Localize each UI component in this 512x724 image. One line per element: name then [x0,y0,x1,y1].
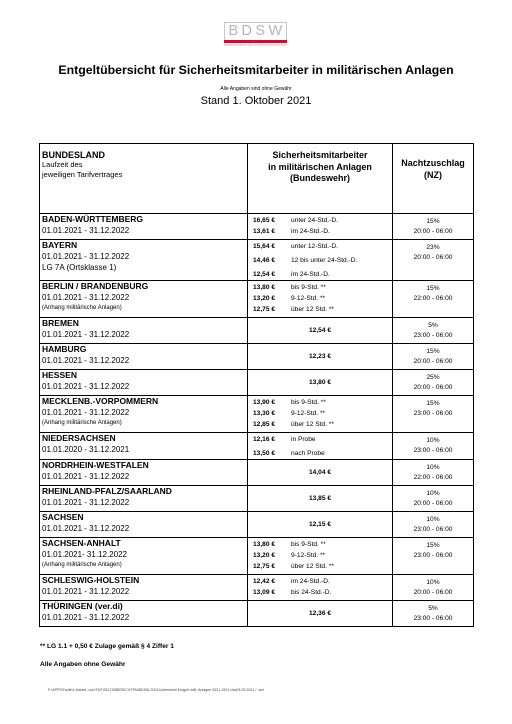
surcharge-percent: 10% [426,490,440,497]
surcharge-percent: 15% [426,218,440,225]
contract-period: 01.01.2021 - 31.12.2022 [42,472,130,481]
state-cell [40,281,248,318]
wage-description: nach Probe [291,450,325,457]
wage-value: 13,85 € [309,495,331,502]
night-surcharge-cell [393,575,474,601]
contract-period: 01.01.2021 - 31.12.2022 [42,408,130,417]
top-disclaimer: Alle Angaben sind ohne Gewähr [220,86,292,92]
wage-description: 12 bis unter 24-Std.-D. [291,257,358,264]
wage-value: 12,23 € [309,353,331,360]
night-surcharge-cell [393,486,474,512]
table-row [40,512,474,538]
surcharge-time: 23:00 - 06:00 [413,332,453,339]
row-note: (Anhang militärische Anlagen) [42,562,122,568]
wage-value: 13,50 € [253,450,275,457]
header-col1-sub1: Laufzeit des [42,160,83,169]
wage-value: 15,64 € [253,243,275,250]
header-wage [248,144,393,214]
night-surcharge-cell [393,396,474,433]
surcharge-time: 20:00 - 06:00 [413,589,453,596]
night-surcharge-cell [393,318,474,344]
contract-period: 01.01.2021 - 31.12.2022 [42,613,130,622]
header-col2-line2: in militärischen Anlagen [268,161,372,172]
night-surcharge-cell [393,433,474,460]
contract-period: 01.01.2021 - 31.12.2022 [42,587,130,596]
state-name: MECKLENB.-VORPOMMERN [42,396,159,406]
row-note: (Anhang militärische Anlagen) [42,305,122,311]
contract-period: 01.01.2021- 31.12.2022 [42,550,127,559]
state-name: BAYERN [42,240,78,250]
wage-line [248,397,392,408]
contract-period: 01.01.2020 - 31.12.2021 [42,445,130,454]
table-header-row [40,144,474,214]
wage-description: bis 9-Std. ** [291,284,326,291]
wage-line [248,282,392,293]
table-row [40,575,474,601]
surcharge-time: 20:00 - 06:00 [413,228,453,235]
wage-line [248,448,392,459]
state-cell [40,396,248,433]
wage-description: bis 9-Std. ** [291,399,326,406]
surcharge-percent: 5% [428,322,438,329]
wage-cell [248,512,393,538]
file-path: F:\APPS\Tarife\1 Mantel- und ENTGELTÜBERSICHTEN\BDSW-2021\Uebersicht Entgelt milit. Anlagen 2021 1001.xlsx03.09.2021 / -sch [48,688,265,692]
state-name: NIEDERSACHSEN [42,433,116,443]
contract-period: 01.01.2021 - 31.12.2022 [42,330,130,339]
state-cell [40,370,248,396]
wage-description: über 12 Std. ** [291,306,334,313]
wage-line [248,255,392,266]
wage-line [248,576,392,587]
state-cell [40,240,248,281]
table-row [40,281,474,318]
wage-description: 9-12-Std. ** [291,295,326,302]
wage-line [248,408,392,419]
wage-value: 13,80 € [309,379,331,386]
wage-table [39,143,474,627]
wage-description: unter 24-Std.-D. [291,217,338,224]
header-col3-line2: (NZ) [424,169,442,180]
table-row [40,396,474,433]
table-row [40,460,474,486]
state-cell [40,575,248,601]
wage-line [248,226,392,237]
state-name: HESSEN [42,370,77,380]
wage-value: 12,16 € [253,436,275,443]
wage-cell [248,344,393,370]
wage-value: 13,20 € [253,295,275,302]
wage-value: 14,04 € [309,469,331,476]
contract-period: 01.01.2021 - 31.12.2022 [42,524,130,533]
surcharge-time: 20:00 - 06:00 [413,358,453,365]
wage-value: 13,09 € [253,589,275,596]
surcharge-time: 20:00 - 06:00 [413,500,453,507]
night-surcharge-cell [393,512,474,538]
surcharge-percent: 10% [426,437,440,444]
state-name: SCHLESWIG-HOLSTEIN [42,575,140,585]
header-night-surcharge [393,144,474,214]
wage-description: im 24-Std.-D. [291,228,330,235]
state-name: SACHSEN-ANHALT [42,538,121,548]
state-cell [40,601,248,627]
header-col3-line1: Nachtzuschlag [401,158,465,168]
state-name: NORDRHEIN-WESTFALEN [42,460,149,470]
contract-period: 01.01.2021 - 31.12.2022 [42,498,130,507]
wage-cell [248,433,393,460]
night-surcharge-cell [393,240,474,281]
table-row [40,344,474,370]
table-row [40,433,474,460]
surcharge-percent: 23% [426,244,440,251]
surcharge-percent: 25% [426,374,440,381]
header-col2-line1: Sicherheitsmitarbeiter [272,150,368,160]
row-note: LG 7A (Ortsklasse 1) [42,263,117,272]
wage-description: bis 24-Std.-D. [291,589,332,596]
surcharge-percent: 10% [426,516,440,523]
night-surcharge-cell [393,344,474,370]
wage-cell [248,460,393,486]
state-cell [40,512,248,538]
wage-value: 12,15 € [309,521,331,528]
night-surcharge-cell [393,538,474,575]
surcharge-percent: 15% [426,285,440,292]
table-row [40,370,474,396]
wage-value: 16,65 € [253,217,275,224]
state-cell [40,460,248,486]
table-row [40,538,474,575]
night-surcharge-cell [393,281,474,318]
state-name: THÜRINGEN (ver.di) [42,601,123,611]
wage-cell [248,575,393,601]
surcharge-time: 23:00 - 06:00 [413,447,453,454]
wage-cell [248,214,393,240]
logo-red-bar [224,40,287,43]
contract-period: 01.01.2021 - 31.12.2022 [42,382,130,391]
wage-cell [248,601,393,627]
wage-value: 12,36 € [309,610,331,617]
wage-cell [248,396,393,433]
wage-value: 13,30 € [253,410,275,417]
wage-value: 13,80 € [253,541,275,548]
wage-value: 13,61 € [253,228,275,235]
surcharge-time: 23:00 - 06:00 [413,615,453,622]
wage-cell [248,486,393,512]
header-col2-line3: (Bundeswehr) [289,173,350,183]
state-cell [40,538,248,575]
state-name: BREMEN [42,318,79,328]
wage-value: 13,80 € [253,284,275,291]
surcharge-time: 20:00 - 06:00 [413,254,453,261]
surcharge-percent: 15% [426,400,440,407]
wage-value: 13,20 € [253,552,275,559]
surcharge-percent: 10% [426,579,440,586]
wage-line [248,269,392,280]
contract-period: 01.01.2021 - 31.12.2022 [42,356,130,365]
wage-description: in Probe [291,436,316,443]
stand-date: Stand 1. Oktober 2021 [200,95,312,107]
wage-line [248,539,392,550]
wage-value: 12,75 € [253,563,275,570]
wage-value: 13,90 € [253,399,275,406]
state-name: RHEINLAND-PFALZ/SAARLAND [42,486,172,496]
surcharge-percent: 10% [426,464,440,471]
wage-description: im 24-Std.-D. [291,578,330,585]
wage-line [248,587,392,598]
state-name: BADEN-WÜRTTEMBERG [42,214,144,224]
logo-wordmark: BDSW [224,22,287,40]
surcharge-percent: 5% [428,605,438,612]
wage-value: 14,46 € [253,257,275,264]
table-row [40,486,474,512]
wage-line [248,304,392,315]
surcharge-percent: 15% [426,542,440,549]
surcharge-time: 23:00 - 06:00 [413,552,453,559]
surcharge-time: 23:00 - 06:00 [413,526,453,533]
wage-description: 9-12-Std. ** [291,552,326,559]
wage-cell [248,240,393,281]
state-cell [40,433,248,460]
wage-value: 12,54 € [253,271,275,278]
wage-line [248,419,392,430]
surcharge-time: 20:00 - 06:00 [413,384,453,391]
table-row [40,318,474,344]
row-note: (Anhang militärische Anlagen) [42,420,122,426]
surcharge-time: 22:00 - 06:00 [413,474,453,481]
wage-line [248,241,392,252]
wage-cell [248,370,393,396]
wage-line [248,550,392,561]
wage-line [248,293,392,304]
header-col1-sub2: jeweiligen Tarifvertrages [42,169,123,179]
wage-description: im 24-Std.-D. [291,271,330,278]
table-row [40,601,474,627]
state-name: HAMBURG [42,344,87,354]
bdsw-logo [224,22,287,47]
wage-description: über 12 Std. ** [291,563,334,570]
night-surcharge-cell [393,370,474,396]
table-row [40,240,474,281]
state-cell [40,318,248,344]
footer-disclaimer: Alle Angaben ohne Gewähr [40,661,126,668]
header-col1-title: BUNDESLAND [42,150,105,160]
surcharge-percent: 15% [426,348,440,355]
surcharge-time: 23:00 - 06:00 [413,410,453,417]
wage-cell [248,281,393,318]
night-surcharge-cell [393,214,474,240]
document-title: Entgeltübersicht für Sicherheitsmitarbeiter in militärischen Anlagen [58,63,454,77]
logo-tagline: BUNDESVERBAND DER SICHERHEITSWIRTSCHAFT [224,44,287,47]
wage-value: 12,85 € [253,421,275,428]
wage-description: über 12 Std. ** [291,421,334,428]
state-cell [40,214,248,240]
wage-cell [248,538,393,575]
contract-period: 01.01.2021 - 31.12.2022 [42,252,130,261]
wage-value: 12,75 € [253,306,275,313]
contract-period: 01.01.2021 - 31.12.2022 [42,226,130,235]
wage-description: bis 9-Std. ** [291,541,326,548]
wage-line [248,434,392,445]
footnote: ** LG 1.1 + 0,50 € Zulage gemäß § 4 Ziffer 1 [40,643,174,650]
wage-value: 12,54 € [309,327,331,334]
wage-description: unter 12-Std.-D. [291,243,338,250]
wage-value: 12,42 € [253,578,275,585]
wage-line [248,561,392,572]
state-name: SACHSEN [42,512,84,522]
state-name: BERLIN / BRANDENBURG [42,281,149,291]
contract-period: 01.01.2021 - 31.12.2022 [42,293,130,302]
wage-line [248,215,392,226]
surcharge-time: 22:00 - 06:00 [413,295,453,302]
header-bundesland [40,144,248,214]
night-surcharge-cell [393,601,474,627]
state-cell [40,344,248,370]
wage-cell [248,318,393,344]
table-row [40,214,474,240]
state-cell [40,486,248,512]
wage-description: 9-12-Std. ** [291,410,326,417]
night-surcharge-cell [393,460,474,486]
